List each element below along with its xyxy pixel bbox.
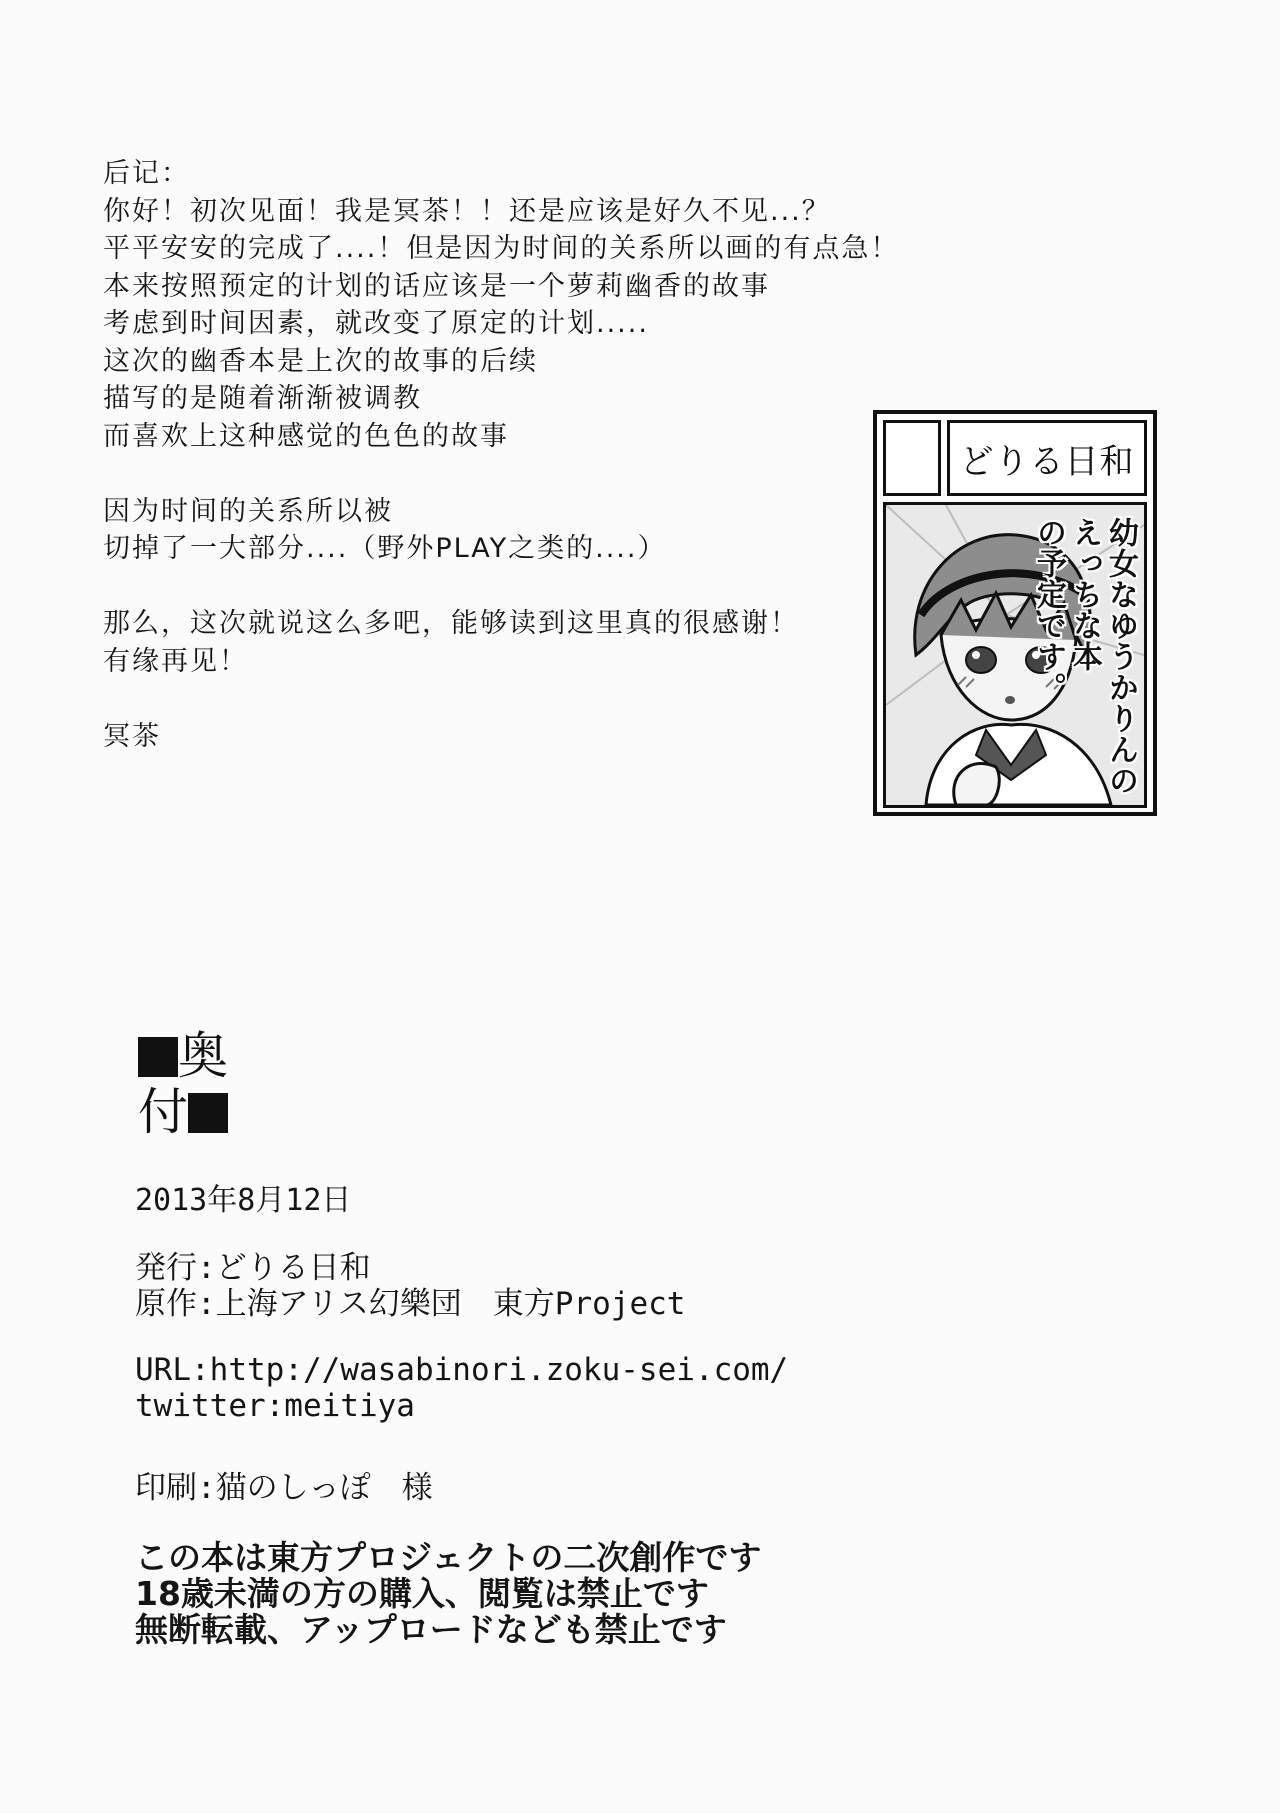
paragraph-gap [103, 455, 923, 493]
publisher: 発行:どりる日和 [135, 1250, 371, 1286]
afterword-line: 你好！初次见面！我是冥茶！！还是应该是好久不见...？ [103, 195, 831, 227]
afterword-heading: 后记： [103, 158, 190, 189]
colophon-title-bottom: 付 [138, 1083, 188, 1141]
website-url: URL:http://wasabinori.zoku-sei.com/ [135, 1352, 789, 1388]
afterword-line: 那么，这次就说这么多吧，能够读到这里真的很感谢！ [103, 608, 799, 639]
printer: 印刷:猫のしっぽ 様 [135, 1470, 433, 1506]
ad-caption-line: えっちな本 [1067, 517, 1102, 672]
ad-caption [1030, 517, 1138, 797]
publication-info [135, 1250, 685, 1322]
afterword-line: 而喜欢上这种感觉的色色的故事 [103, 420, 509, 452]
afterword-line: 这次的幽香本是上次的故事的后续 [103, 345, 538, 377]
afterword-line: 因为时间的关系所以被 [103, 495, 393, 527]
afterword-line: 本来按照预定的计划的话应该是一个萝莉幽香的故事 [103, 270, 770, 302]
check-box [883, 420, 941, 496]
black-square-icon [138, 1037, 178, 1077]
character-illustration [883, 502, 1147, 808]
paragraph-gap [103, 680, 923, 718]
legal-note: 無断転載、アップロードなども禁止です [135, 1610, 727, 1649]
ad-caption-line: の予定です。 [1031, 517, 1066, 703]
circle-name: どりる日和 [947, 420, 1147, 496]
paragraph-gap [103, 568, 923, 606]
original-work: 原作:上海アリス幻樂団 東方Project [135, 1286, 686, 1322]
afterword-line: 切掉了一大部分....（野外PLAY之类的....） [103, 533, 667, 564]
colophon-title-top: 奥 [178, 1027, 228, 1085]
legal-note: 18歳未満の方の購入、閲覧は禁止です [135, 1574, 709, 1613]
black-square-icon [188, 1093, 228, 1133]
afterword-signature: 冥茶 [103, 720, 161, 752]
twitter-handle: twitter:meitiya [135, 1388, 415, 1424]
afterword-line: 平平安安的完成了....！但是因为时间的关系所以画的有点急！ [103, 233, 900, 264]
afterword-line: 考虑到时间因素，就改变了原定的计划..... [103, 308, 649, 339]
colophon-title [138, 1028, 228, 1140]
afterword [103, 155, 923, 755]
contact-info [135, 1352, 788, 1424]
circle-ad-box [873, 410, 1157, 816]
legal-notes [135, 1540, 761, 1648]
publication-date: 2013年8月12日 [135, 1183, 352, 1218]
afterword-line: 描写的是随着渐渐被调教 [103, 383, 422, 414]
ad-caption-line: 幼女なゆうかりんの [1103, 517, 1138, 796]
afterword-line: 有缘再见！ [103, 645, 248, 677]
legal-note: この本は東方プロジェクトの二次創作です [135, 1538, 762, 1577]
